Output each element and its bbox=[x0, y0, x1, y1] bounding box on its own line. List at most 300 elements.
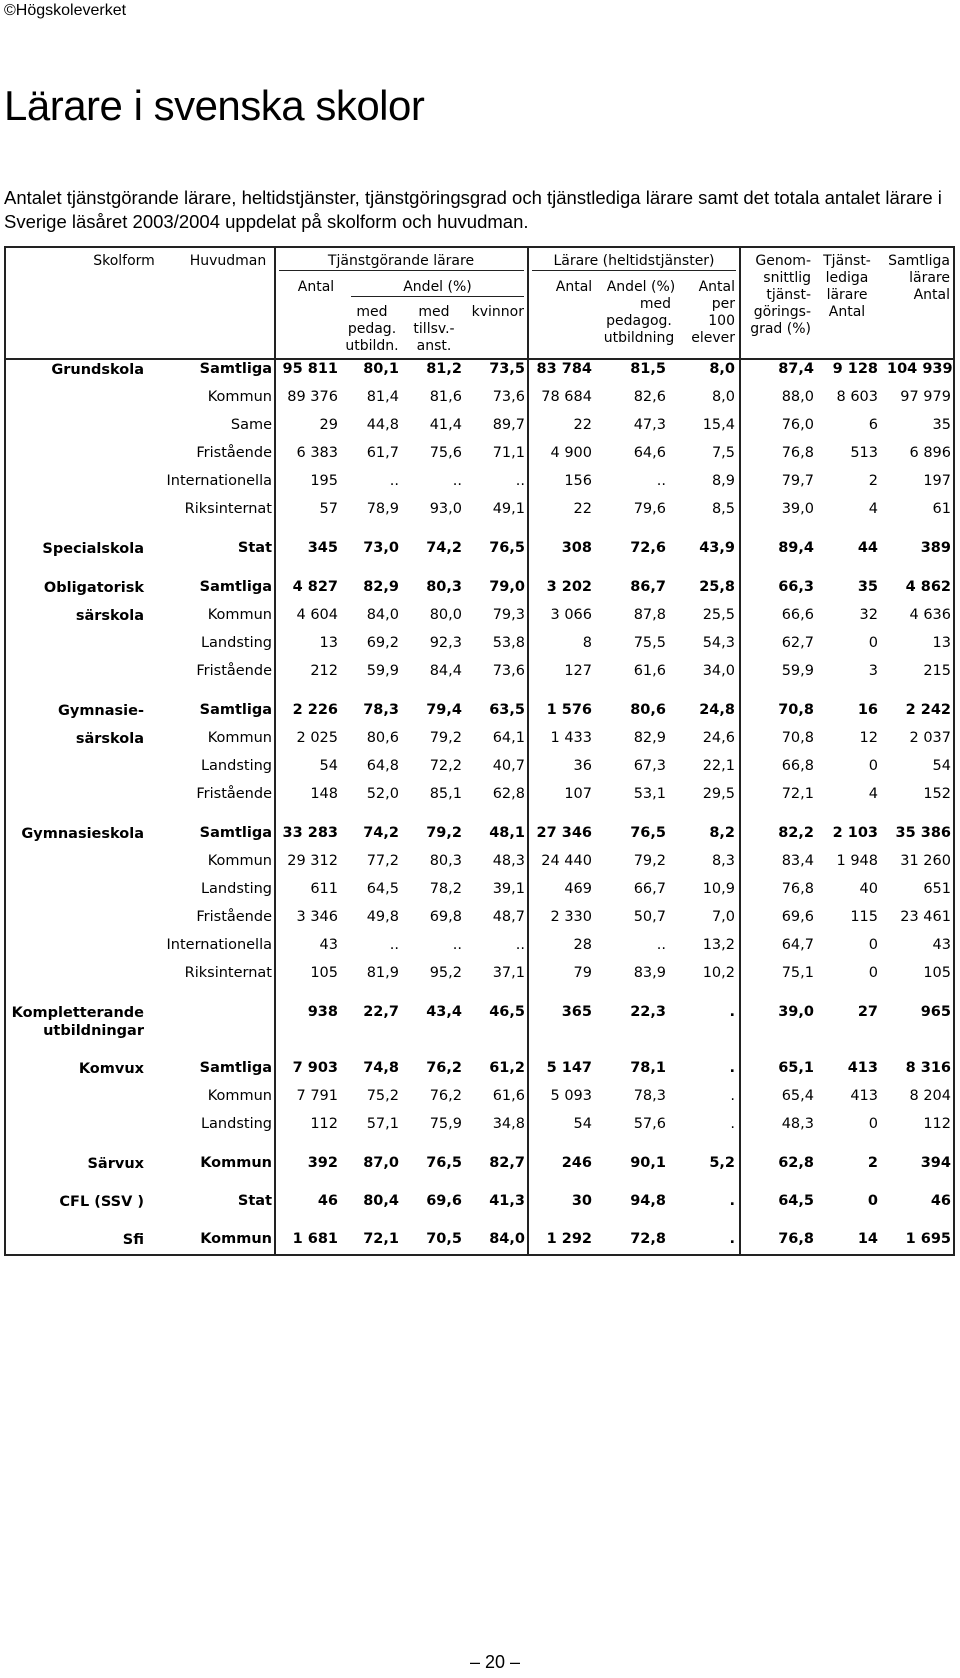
cell-t-kvinnor: 76,5 bbox=[489, 540, 525, 556]
cell-genom: 76,0 bbox=[781, 417, 814, 433]
cell-h-andel: 75,5 bbox=[633, 635, 666, 651]
cell-samtliga: 1 695 bbox=[905, 1231, 951, 1247]
cell-t-med-pedag: 73,0 bbox=[363, 540, 399, 556]
header-genom-2: snittlig bbox=[763, 270, 811, 286]
cell-h-antal: 1 292 bbox=[546, 1231, 592, 1247]
cell-h-per: 8,3 bbox=[711, 853, 735, 869]
cell-genom: 62,8 bbox=[778, 1155, 814, 1171]
cell-t-kvinnor: 48,3 bbox=[492, 853, 525, 869]
header-skolform: Skolform bbox=[93, 253, 155, 269]
cell-samtliga: 35 bbox=[932, 417, 951, 433]
cell-h-antal: 28 bbox=[573, 937, 592, 953]
cell-h-per: 15,4 bbox=[702, 417, 735, 433]
cell-tjanstlediga: 4 bbox=[868, 501, 878, 517]
cell-h-per: . bbox=[730, 1088, 735, 1104]
cell-tjanstlediga: 513 bbox=[850, 445, 878, 461]
cell-genom: 64,7 bbox=[781, 937, 814, 953]
cell-genom: 69,6 bbox=[781, 909, 814, 925]
row-huvudman: Samtliga bbox=[199, 702, 272, 718]
cell-t-med-tillsv: 80,0 bbox=[429, 607, 462, 623]
cell-t-kvinnor: 73,6 bbox=[492, 663, 525, 679]
cell-h-per: 5,2 bbox=[709, 1155, 735, 1171]
cell-tjanstlediga: 0 bbox=[868, 1116, 878, 1132]
cell-tjanstlediga: 27 bbox=[857, 1004, 878, 1020]
cell-tjanstlediga: 2 bbox=[868, 473, 878, 489]
row-huvudman: Samtliga bbox=[199, 579, 272, 595]
cell-tjanstlediga: 6 bbox=[868, 417, 878, 433]
cell-h-andel: 53,1 bbox=[633, 786, 666, 802]
cell-t-med-tillsv: 81,6 bbox=[429, 389, 462, 405]
cell-h-andel: 72,8 bbox=[630, 1231, 666, 1247]
row-huvudman: Fristående bbox=[196, 909, 272, 925]
cell-genom: 65,1 bbox=[778, 1060, 814, 1076]
cell-h-per: 10,9 bbox=[702, 881, 735, 897]
cell-tjanstlediga: 2 103 bbox=[832, 825, 878, 841]
cell-t-med-tillsv: 74,2 bbox=[426, 540, 462, 556]
cell-h-andel: 47,3 bbox=[633, 417, 666, 433]
cell-t-med-pedag: 69,2 bbox=[366, 635, 399, 651]
cell-t-med-pedag: 75,2 bbox=[366, 1088, 399, 1104]
cell-t-kvinnor: 61,6 bbox=[492, 1088, 525, 1104]
cell-t-med-pedag: 77,2 bbox=[366, 853, 399, 869]
copyright-notice: ©Högskoleverket bbox=[4, 2, 127, 19]
cell-tjanstlediga: 0 bbox=[868, 758, 878, 774]
cell-h-antal: 4 900 bbox=[550, 445, 592, 461]
cell-t-antal: 29 312 bbox=[287, 853, 338, 869]
cell-t-kvinnor: 79,3 bbox=[492, 607, 525, 623]
cell-genom: 79,7 bbox=[781, 473, 814, 489]
cell-t-med-pedag: .. bbox=[389, 473, 399, 489]
cell-samtliga: 152 bbox=[923, 786, 951, 802]
cell-t-kvinnor: 61,2 bbox=[489, 1060, 525, 1076]
header-t-andel: Andel (%) bbox=[403, 279, 472, 295]
cell-h-antal: 5 147 bbox=[546, 1060, 592, 1076]
cell-t-kvinnor: 37,1 bbox=[492, 965, 525, 981]
cell-tjanstlediga: 14 bbox=[857, 1231, 878, 1247]
cell-h-per: 24,8 bbox=[699, 702, 735, 718]
cell-samtliga: 31 260 bbox=[900, 853, 951, 869]
header-h-andel-4: utbildning bbox=[603, 330, 675, 346]
cell-t-kvinnor: 73,6 bbox=[492, 389, 525, 405]
row-huvudman: Landsting bbox=[200, 635, 272, 651]
cell-h-per: 34,0 bbox=[702, 663, 735, 679]
header-huvudman: Huvudman bbox=[189, 253, 267, 269]
row-huvudman: Samtliga bbox=[199, 361, 272, 377]
cell-h-antal: 469 bbox=[564, 881, 592, 897]
row-huvudman: Fristående bbox=[196, 663, 272, 679]
cell-h-andel: 50,7 bbox=[633, 909, 666, 925]
cell-h-per: 7,0 bbox=[711, 909, 735, 925]
cell-t-med-pedag: .. bbox=[389, 937, 399, 953]
cell-h-antal: 78 684 bbox=[541, 389, 592, 405]
cell-h-per: 8,0 bbox=[709, 361, 735, 377]
cell-t-antal: 13 bbox=[319, 635, 338, 651]
cell-tjanstlediga: 1 948 bbox=[836, 853, 878, 869]
cell-t-antal: 1 681 bbox=[292, 1231, 338, 1247]
cell-tjanstlediga: 44 bbox=[857, 540, 878, 556]
cell-t-med-pedag: 81,4 bbox=[366, 389, 399, 405]
cell-samtliga: 104 939 bbox=[887, 361, 953, 377]
cell-t-antal: 2 025 bbox=[296, 730, 338, 746]
cell-tjanstlediga: 12 bbox=[859, 730, 878, 746]
cell-t-med-tillsv: 80,3 bbox=[429, 853, 462, 869]
cell-tjanstlediga: 35 bbox=[857, 579, 878, 595]
cell-t-med-pedag: 87,0 bbox=[363, 1155, 399, 1171]
row-skolform: Gymnasieskola bbox=[21, 826, 144, 842]
cell-h-andel: 78,3 bbox=[633, 1088, 666, 1104]
cell-h-antal: 1 433 bbox=[550, 730, 592, 746]
row-huvudman: Stat bbox=[237, 540, 272, 556]
cell-t-antal: 4 604 bbox=[296, 607, 338, 623]
cell-samtliga: 394 bbox=[920, 1155, 951, 1171]
cell-h-andel: .. bbox=[656, 473, 666, 489]
cell-t-med-pedag: 84,0 bbox=[366, 607, 399, 623]
cell-h-andel: 72,6 bbox=[630, 540, 666, 556]
cell-t-med-tillsv: 76,5 bbox=[426, 1155, 462, 1171]
cell-t-kvinnor: .. bbox=[515, 937, 525, 953]
header-med-pedag-2: pedag. bbox=[347, 321, 397, 337]
cell-t-kvinnor: 71,1 bbox=[492, 445, 525, 461]
cell-h-per: . bbox=[729, 1060, 735, 1076]
cell-tjanstlediga: 115 bbox=[850, 909, 878, 925]
cell-samtliga: 4 636 bbox=[909, 607, 951, 623]
header-h-andel-1: Andel (%) bbox=[606, 279, 676, 295]
cell-h-andel: 64,6 bbox=[633, 445, 666, 461]
cell-samtliga: 651 bbox=[923, 881, 951, 897]
cell-t-med-pedag: 59,9 bbox=[366, 663, 399, 679]
cell-genom: 83,4 bbox=[781, 853, 814, 869]
cell-t-kvinnor: .. bbox=[515, 473, 525, 489]
cell-t-antal: 112 bbox=[310, 1116, 338, 1132]
cell-t-med-tillsv: 92,3 bbox=[429, 635, 462, 651]
cell-tjanstlediga: 16 bbox=[857, 702, 878, 718]
cell-t-antal: 43 bbox=[319, 937, 338, 953]
cell-t-antal: 95 811 bbox=[282, 361, 338, 377]
cell-h-per: . bbox=[730, 1116, 735, 1132]
header-tjanstlediga-3: lärare bbox=[826, 287, 868, 303]
cell-h-per: 8,0 bbox=[711, 389, 735, 405]
row-skolform: Särvux bbox=[87, 1156, 144, 1172]
cell-samtliga: 61 bbox=[932, 501, 951, 517]
row-huvudman: Landsting bbox=[200, 758, 272, 774]
row-huvudman: Fristående bbox=[196, 786, 272, 802]
cell-samtliga: 43 bbox=[932, 937, 951, 953]
cell-samtliga: 105 bbox=[923, 965, 951, 981]
cell-t-med-pedag: 22,7 bbox=[363, 1004, 399, 1020]
cell-t-kvinnor: 73,5 bbox=[489, 361, 525, 377]
row-huvudman: Kommun bbox=[200, 1231, 272, 1247]
cell-t-med-pedag: 80,6 bbox=[366, 730, 399, 746]
cell-tjanstlediga: 8 603 bbox=[836, 389, 878, 405]
cell-h-per: 43,9 bbox=[699, 540, 735, 556]
header-samtliga-3: Antal bbox=[913, 287, 950, 303]
cell-h-andel: 78,1 bbox=[630, 1060, 666, 1076]
row-huvudman: Internationella bbox=[166, 937, 272, 953]
cell-h-antal: 156 bbox=[564, 473, 592, 489]
cell-t-med-pedag: 44,8 bbox=[366, 417, 399, 433]
header-kvinnor: kvinnor bbox=[471, 304, 524, 320]
cell-h-andel: 94,8 bbox=[630, 1193, 666, 1209]
cell-h-per: 8,5 bbox=[711, 501, 735, 517]
row-skolform: Sfi bbox=[122, 1232, 144, 1248]
row-huvudman: Kommun bbox=[207, 389, 272, 405]
cell-t-antal: 6 383 bbox=[296, 445, 338, 461]
cell-tjanstlediga: 40 bbox=[859, 881, 878, 897]
cell-t-antal: 105 bbox=[310, 965, 338, 981]
cell-t-kvinnor: 49,1 bbox=[492, 501, 525, 517]
cell-t-antal: 29 bbox=[319, 417, 338, 433]
cell-h-per: . bbox=[729, 1193, 735, 1209]
header-h-andel-2: med bbox=[639, 296, 671, 312]
cell-tjanstlediga: 32 bbox=[859, 607, 878, 623]
cell-t-med-pedag: 82,9 bbox=[363, 579, 399, 595]
cell-samtliga: 965 bbox=[920, 1004, 951, 1020]
cell-h-per: . bbox=[729, 1004, 735, 1020]
cell-genom: 75,1 bbox=[781, 965, 814, 981]
cell-h-per: 10,2 bbox=[702, 965, 735, 981]
cell-t-med-tillsv: 84,4 bbox=[429, 663, 462, 679]
cell-tjanstlediga: 0 bbox=[868, 965, 878, 981]
cell-h-andel: 87,8 bbox=[633, 607, 666, 623]
header-med-tillsv-1: med bbox=[418, 304, 450, 320]
header-tjanstlediga-1: Tjänst- bbox=[823, 253, 871, 269]
header-genom-4: görings- bbox=[753, 304, 811, 320]
row-skolform: särskola bbox=[75, 608, 144, 624]
cell-t-kvinnor: 41,3 bbox=[489, 1193, 525, 1209]
cell-genom: 64,5 bbox=[778, 1193, 814, 1209]
cell-samtliga: 389 bbox=[920, 540, 951, 556]
cell-h-andel: 57,6 bbox=[633, 1116, 666, 1132]
cell-t-kvinnor: 84,0 bbox=[489, 1231, 525, 1247]
cell-h-antal: 79 bbox=[573, 965, 592, 981]
cell-genom: 76,8 bbox=[778, 1231, 814, 1247]
cell-t-antal: 392 bbox=[307, 1155, 338, 1171]
row-huvudman: Kommun bbox=[207, 607, 272, 623]
cell-t-med-pedag: 74,8 bbox=[363, 1060, 399, 1076]
cell-h-per: 25,8 bbox=[699, 579, 735, 595]
cell-h-per: 29,5 bbox=[702, 786, 735, 802]
cell-h-antal: 1 576 bbox=[546, 702, 592, 718]
cell-t-med-tillsv: 69,6 bbox=[426, 1193, 462, 1209]
cell-h-antal: 22 bbox=[573, 501, 592, 517]
cell-samtliga: 215 bbox=[923, 663, 951, 679]
header-heltidstjanster: Lärare (heltidstjänster) bbox=[553, 253, 715, 269]
cell-t-antal: 57 bbox=[319, 501, 338, 517]
cell-genom: 66,6 bbox=[781, 607, 814, 623]
cell-t-med-tillsv: 79,2 bbox=[429, 730, 462, 746]
header-h-per-4: elever bbox=[691, 330, 735, 346]
cell-t-med-pedag: 64,5 bbox=[366, 881, 399, 897]
cell-genom: 62,7 bbox=[781, 635, 814, 651]
cell-h-per: 8,2 bbox=[709, 825, 735, 841]
cell-genom: 70,8 bbox=[778, 702, 814, 718]
header-h-per-2: per bbox=[711, 296, 735, 312]
cell-h-andel: 79,2 bbox=[633, 853, 666, 869]
cell-t-med-tillsv: .. bbox=[452, 937, 462, 953]
row-skolform: Kompletterande utbildningar bbox=[11, 1005, 144, 1039]
cell-t-antal: 46 bbox=[317, 1193, 338, 1209]
cell-t-med-tillsv: 85,1 bbox=[429, 786, 462, 802]
cell-samtliga: 35 386 bbox=[895, 825, 951, 841]
cell-t-med-pedag: 52,0 bbox=[366, 786, 399, 802]
cell-tjanstlediga: 413 bbox=[850, 1088, 878, 1104]
cell-tjanstlediga: 413 bbox=[847, 1060, 878, 1076]
cell-t-kvinnor: 39,1 bbox=[492, 881, 525, 897]
row-huvudman: Riksinternat bbox=[184, 501, 272, 517]
header-samtliga-1: Samtliga bbox=[888, 253, 950, 269]
cell-h-antal: 27 346 bbox=[536, 825, 592, 841]
cell-h-antal: 2 330 bbox=[550, 909, 592, 925]
cell-genom: 59,9 bbox=[781, 663, 814, 679]
cell-t-antal: 212 bbox=[310, 663, 338, 679]
cell-genom: 88,0 bbox=[781, 389, 814, 405]
cell-h-antal: 246 bbox=[561, 1155, 592, 1171]
row-huvudman: Fristående bbox=[196, 445, 272, 461]
row-skolform: Specialskola bbox=[42, 541, 144, 557]
cell-t-antal: 7 903 bbox=[292, 1060, 338, 1076]
cell-t-antal: 89 376 bbox=[287, 389, 338, 405]
cell-tjanstlediga: 0 bbox=[867, 1193, 878, 1209]
cell-t-antal: 7 791 bbox=[296, 1088, 338, 1104]
row-huvudman: Landsting bbox=[200, 881, 272, 897]
cell-h-antal: 8 bbox=[582, 635, 592, 651]
cell-t-kvinnor: 62,8 bbox=[492, 786, 525, 802]
cell-h-antal: 3 202 bbox=[546, 579, 592, 595]
cell-t-antal: 4 827 bbox=[292, 579, 338, 595]
header-h-andel-3: pedagog. bbox=[606, 313, 672, 329]
cell-h-antal: 83 784 bbox=[536, 361, 592, 377]
row-skolform: Komvux bbox=[78, 1061, 144, 1077]
cell-h-andel: 22,3 bbox=[630, 1004, 666, 1020]
cell-t-kvinnor: 34,8 bbox=[492, 1116, 525, 1132]
header-med-tillsv-3: anst. bbox=[416, 338, 452, 354]
cell-h-per: 22,1 bbox=[702, 758, 735, 774]
cell-t-med-tillsv: 81,2 bbox=[426, 361, 462, 377]
cell-tjanstlediga: 0 bbox=[868, 635, 878, 651]
row-huvudman: Kommun bbox=[200, 1155, 272, 1171]
cell-h-per: 13,2 bbox=[702, 937, 735, 953]
cell-h-andel: 66,7 bbox=[633, 881, 666, 897]
cell-t-antal: 938 bbox=[307, 1004, 338, 1020]
cell-t-kvinnor: 63,5 bbox=[489, 702, 525, 718]
cell-samtliga: 2 242 bbox=[905, 702, 951, 718]
cell-t-med-pedag: 61,7 bbox=[366, 445, 399, 461]
cell-h-andel: 76,5 bbox=[630, 825, 666, 841]
cell-h-antal: 107 bbox=[564, 786, 592, 802]
cell-genom: 39,0 bbox=[778, 1004, 814, 1020]
cell-t-med-tillsv: 80,3 bbox=[426, 579, 462, 595]
cell-t-kvinnor: 48,7 bbox=[492, 909, 525, 925]
cell-t-antal: 195 bbox=[310, 473, 338, 489]
header-med-pedag-3: utbildn. bbox=[345, 338, 399, 354]
row-huvudman: Stat bbox=[237, 1193, 272, 1209]
cell-genom: 76,8 bbox=[781, 445, 814, 461]
cell-h-andel: 61,6 bbox=[633, 663, 666, 679]
cell-h-antal: 5 093 bbox=[550, 1088, 592, 1104]
intro-paragraph: Antalet tjänstgörande lärare, heltidstjänster, tjänstgöringsgrad och tjänstlediga lärare samt det totala antalet lärare i Sverige läsåret 2003/2004 uppdelat på skolform och huvudman. bbox=[4, 187, 942, 232]
cell-h-antal: 36 bbox=[573, 758, 592, 774]
cell-h-andel: 67,3 bbox=[633, 758, 666, 774]
cell-genom: 89,4 bbox=[778, 540, 814, 556]
cell-t-med-tillsv: 79,4 bbox=[426, 702, 462, 718]
row-huvudman: Samtliga bbox=[199, 1060, 272, 1076]
cell-t-kvinnor: 89,7 bbox=[492, 417, 525, 433]
row-huvudman: Kommun bbox=[207, 1088, 272, 1104]
row-huvudman: Same bbox=[230, 417, 272, 433]
cell-t-antal: 2 226 bbox=[292, 702, 338, 718]
cell-samtliga: 4 862 bbox=[905, 579, 951, 595]
cell-t-med-pedag: 80,1 bbox=[363, 361, 399, 377]
cell-genom: 76,8 bbox=[781, 881, 814, 897]
cell-samtliga: 46 bbox=[930, 1193, 951, 1209]
row-skolform: CFL (SSV ) bbox=[59, 1194, 144, 1210]
cell-genom: 72,1 bbox=[781, 786, 814, 802]
header-h-per-3: 100 bbox=[708, 313, 735, 329]
header-genom-1: Genom- bbox=[755, 253, 811, 269]
cell-h-andel: 83,9 bbox=[633, 965, 666, 981]
cell-genom: 82,2 bbox=[778, 825, 814, 841]
cell-t-med-pedag: 64,8 bbox=[366, 758, 399, 774]
cell-t-med-pedag: 78,3 bbox=[363, 702, 399, 718]
cell-t-antal: 345 bbox=[307, 540, 338, 556]
cell-h-per: 7,5 bbox=[711, 445, 735, 461]
cell-t-antal: 148 bbox=[310, 786, 338, 802]
cell-samtliga: 54 bbox=[932, 758, 951, 774]
row-skolform: särskola bbox=[75, 731, 144, 747]
cell-t-med-tillsv: 79,2 bbox=[426, 825, 462, 841]
cell-t-med-tillsv: .. bbox=[452, 473, 462, 489]
cell-genom: 39,0 bbox=[781, 501, 814, 517]
cell-samtliga: 97 979 bbox=[900, 389, 951, 405]
cell-tjanstlediga: 4 bbox=[868, 786, 878, 802]
cell-samtliga: 6 896 bbox=[909, 445, 951, 461]
cell-h-antal: 3 066 bbox=[550, 607, 592, 623]
cell-samtliga: 13 bbox=[932, 635, 951, 651]
cell-t-kvinnor: 82,7 bbox=[489, 1155, 525, 1171]
header-tjanstlediga-4: Antal bbox=[828, 304, 866, 320]
header-tjanstgorande-larare: Tjänstgörande lärare bbox=[327, 253, 475, 269]
cell-h-andel: 80,6 bbox=[630, 702, 666, 718]
row-skolform: Grundskola bbox=[51, 362, 144, 378]
cell-samtliga: 197 bbox=[923, 473, 951, 489]
row-skolform: Gymnasie- bbox=[57, 703, 144, 719]
cell-genom: 66,3 bbox=[778, 579, 814, 595]
cell-samtliga: 2 037 bbox=[909, 730, 951, 746]
cell-t-med-pedag: 74,2 bbox=[363, 825, 399, 841]
cell-h-andel: 81,5 bbox=[630, 361, 666, 377]
row-huvudman: Riksinternat bbox=[184, 965, 272, 981]
cell-t-antal: 611 bbox=[310, 881, 338, 897]
cell-t-med-pedag: 49,8 bbox=[366, 909, 399, 925]
cell-tjanstlediga: 3 bbox=[868, 663, 878, 679]
cell-h-antal: 30 bbox=[571, 1193, 592, 1209]
cell-t-med-pedag: 80,4 bbox=[363, 1193, 399, 1209]
cell-h-antal: 308 bbox=[561, 540, 592, 556]
cell-t-med-tillsv: 69,8 bbox=[429, 909, 462, 925]
cell-t-med-tillsv: 93,0 bbox=[429, 501, 462, 517]
cell-t-med-pedag: 57,1 bbox=[366, 1116, 399, 1132]
cell-tjanstlediga: 9 128 bbox=[832, 361, 878, 377]
cell-h-antal: 54 bbox=[573, 1116, 592, 1132]
cell-h-per: . bbox=[729, 1231, 735, 1247]
cell-samtliga: 23 461 bbox=[900, 909, 951, 925]
cell-t-antal: 54 bbox=[319, 758, 338, 774]
cell-h-antal: 365 bbox=[561, 1004, 592, 1020]
cell-t-kvinnor: 48,1 bbox=[489, 825, 525, 841]
cell-t-med-tillsv: 76,2 bbox=[429, 1088, 462, 1104]
cell-samtliga: 8 204 bbox=[909, 1088, 951, 1104]
cell-tjanstlediga: 2 bbox=[867, 1155, 878, 1171]
